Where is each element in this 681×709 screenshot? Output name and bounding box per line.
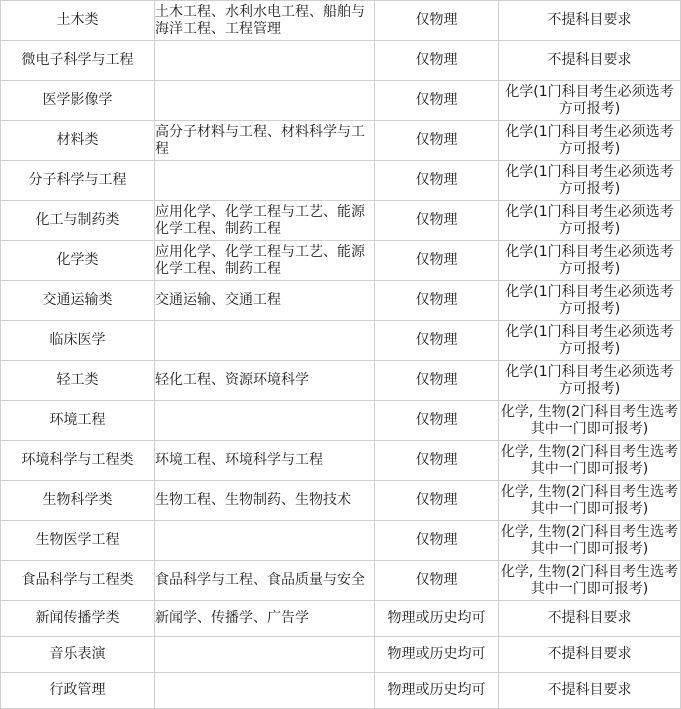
- table-row: [1, 161, 681, 201]
- included-majors-cell: [155, 401, 375, 441]
- included-majors-cell: 应用化学、化学工程与工艺、能源化学工程、制药工程: [155, 201, 375, 241]
- table-row: [1, 41, 681, 81]
- elective-requirement-cell: 不提科目要求: [499, 673, 681, 709]
- included-majors-cell: [155, 321, 375, 361]
- first-choice-requirement-cell: 仅物理: [375, 521, 499, 561]
- first-choice-requirement-cell: 仅物理: [375, 41, 499, 81]
- table-row: [1, 321, 681, 361]
- elective-requirement-cell: 化学(1门科目考生必须选考方可报考): [499, 201, 681, 241]
- included-majors-cell: [155, 81, 375, 121]
- included-majors-cell: 轻化工程、资源环境科学: [155, 361, 375, 401]
- table-row: [1, 81, 681, 121]
- table-row: [1, 361, 681, 401]
- elective-requirement-cell: 化学, 生物(2门科目考生选考其中一门即可报考): [499, 481, 681, 521]
- first-choice-requirement-cell: 仅物理: [375, 481, 499, 521]
- elective-requirement-cell: 化学(1门科目考生必须选考方可报考): [499, 281, 681, 321]
- major-category-cell: 分子科学与工程: [1, 161, 155, 201]
- elective-requirement-cell: 化学(1门科目考生必须选考方可报考): [499, 361, 681, 401]
- first-choice-requirement-cell: 仅物理: [375, 281, 499, 321]
- elective-requirement-cell: 不提科目要求: [499, 637, 681, 673]
- included-majors-cell: [155, 637, 375, 673]
- first-choice-requirement-cell: 仅物理: [375, 561, 499, 601]
- first-choice-requirement-cell: 仅物理: [375, 121, 499, 161]
- included-majors-cell: [155, 161, 375, 201]
- major-category-cell: 化工与制药类: [1, 201, 155, 241]
- major-category-cell: 食品科学与工程类: [1, 561, 155, 601]
- table-row: [1, 561, 681, 601]
- included-majors-cell: 新闻学、传播学、广告学: [155, 601, 375, 637]
- elective-requirement-cell: 化学, 生物(2门科目考生选考其中一门即可报考): [499, 401, 681, 441]
- included-majors-cell: 生物工程、生物制药、生物技术: [155, 481, 375, 521]
- first-choice-requirement-cell: 仅物理: [375, 401, 499, 441]
- first-choice-requirement-cell: 物理或历史均可: [375, 601, 499, 637]
- table-row: [1, 481, 681, 521]
- included-majors-cell: 应用化学、化学工程与工艺、能源化学工程、制药工程: [155, 241, 375, 281]
- included-majors-cell: 高分子材料与工程、材料科学与工程: [155, 121, 375, 161]
- included-majors-cell: 交通运输、交通工程: [155, 281, 375, 321]
- major-category-cell: 生物科学类: [1, 481, 155, 521]
- elective-requirement-cell: 化学, 生物(2门科目考生选考其中一门即可报考): [499, 521, 681, 561]
- elective-requirement-cell: 化学(1门科目考生必须选考方可报考): [499, 121, 681, 161]
- major-category-cell: 微电子科学与工程: [1, 41, 155, 81]
- major-category-cell: 轻工类: [1, 361, 155, 401]
- elective-requirement-cell: 化学(1门科目考生必须选考方可报考): [499, 81, 681, 121]
- table-row: [1, 673, 681, 709]
- first-choice-requirement-cell: 物理或历史均可: [375, 673, 499, 709]
- table-body: [1, 1, 681, 709]
- table-row: [1, 1, 681, 41]
- elective-requirement-cell: 化学, 生物(2门科目考生选考其中一门即可报考): [499, 441, 681, 481]
- major-category-cell: 化学类: [1, 241, 155, 281]
- major-category-cell: 行政管理: [1, 673, 155, 709]
- major-category-cell: 环境科学与工程类: [1, 441, 155, 481]
- table-row: [1, 121, 681, 161]
- major-category-cell: 新闻传播学类: [1, 601, 155, 637]
- first-choice-requirement-cell: 仅物理: [375, 161, 499, 201]
- major-category-cell: 医学影像学: [1, 81, 155, 121]
- major-category-cell: 生物医学工程: [1, 521, 155, 561]
- table-row: [1, 601, 681, 637]
- first-choice-requirement-cell: 仅物理: [375, 201, 499, 241]
- first-choice-requirement-cell: 仅物理: [375, 441, 499, 481]
- major-category-cell: 交通运输类: [1, 281, 155, 321]
- included-majors-cell: [155, 521, 375, 561]
- first-choice-requirement-cell: 仅物理: [375, 321, 499, 361]
- first-choice-requirement-cell: 仅物理: [375, 241, 499, 281]
- table-row: [1, 401, 681, 441]
- first-choice-requirement-cell: 仅物理: [375, 81, 499, 121]
- included-majors-cell: 食品科学与工程、食品质量与安全: [155, 561, 375, 601]
- major-category-cell: 材料类: [1, 121, 155, 161]
- table-row: [1, 201, 681, 241]
- elective-requirement-cell: 化学(1门科目考生必须选考方可报考): [499, 161, 681, 201]
- elective-requirement-cell: 化学(1门科目考生必须选考方可报考): [499, 321, 681, 361]
- table-row: [1, 281, 681, 321]
- elective-requirement-cell: 不提科目要求: [499, 1, 681, 41]
- table-row: [1, 441, 681, 481]
- included-majors-cell: [155, 673, 375, 709]
- major-category-cell: 环境工程: [1, 401, 155, 441]
- major-category-cell: 音乐表演: [1, 637, 155, 673]
- elective-requirement-cell: 不提科目要求: [499, 41, 681, 81]
- included-majors-cell: 土木工程、水利水电工程、船舶与海洋工程、工程管理: [155, 1, 375, 41]
- elective-requirement-cell: 不提科目要求: [499, 601, 681, 637]
- first-choice-requirement-cell: 仅物理: [375, 361, 499, 401]
- included-majors-cell: [155, 41, 375, 81]
- elective-requirement-cell: 化学, 生物(2门科目考生选考其中一门即可报考): [499, 561, 681, 601]
- first-choice-requirement-cell: 仅物理: [375, 1, 499, 41]
- included-majors-cell: 环境工程、环境科学与工程: [155, 441, 375, 481]
- major-category-cell: 临床医学: [1, 321, 155, 361]
- elective-requirement-cell: 化学(1门科目考生必须选考方可报考): [499, 241, 681, 281]
- table-row: [1, 521, 681, 561]
- first-choice-requirement-cell: 物理或历史均可: [375, 637, 499, 673]
- table-row: [1, 241, 681, 281]
- major-category-cell: 土木类: [1, 1, 155, 41]
- table-row: [1, 637, 681, 673]
